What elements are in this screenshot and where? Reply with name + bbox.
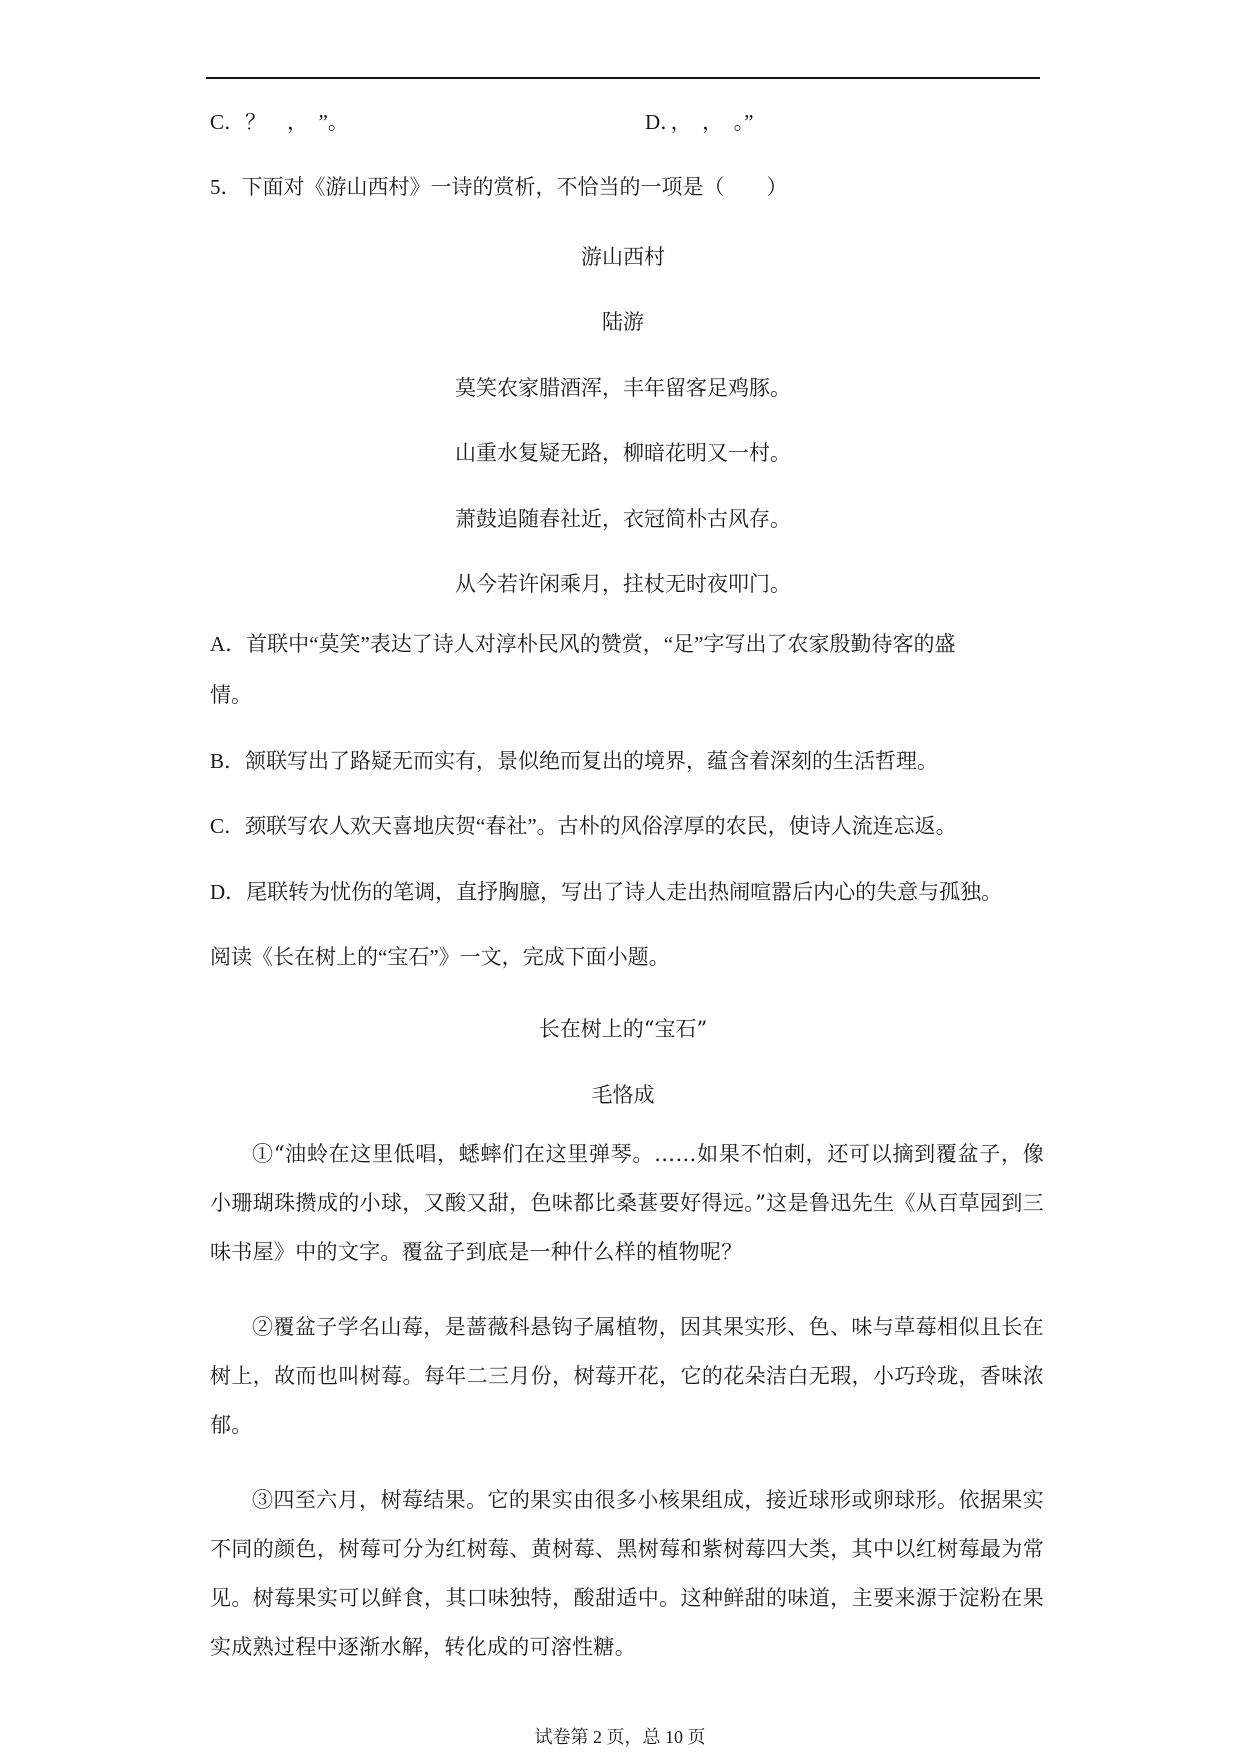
article-paragraph-1: ①“油蛉在这里低唱，蟋蟀们在这里弹琴。……如果不怕刺，还可以摘到覆盆子，像小珊瑚珠攒成的小球，又酸又甜，色味都比桑葚要好得远。”这是鲁迅先生《从百草园到三味书屋》中的文字。覆盆子到底是一种什么样的植物呢？: [210, 1142, 1044, 1264]
poem-line: 莫笑农家腊酒浑，丰年留客足鸡豚。: [455, 376, 791, 400]
option-c-q4: C．？ ， ”。: [210, 110, 349, 134]
poem-author: 陆游: [602, 310, 644, 334]
option-a-cont: 情。: [210, 683, 252, 707]
question-5-stem: 5．下面对《游山西村》一诗的赏析，不恰当的一项是（ ）: [210, 175, 788, 199]
poem-title: 游山西村: [581, 245, 665, 269]
option-d-q4: D．， ， 。”: [645, 110, 754, 134]
article-paragraph-2: ②覆盆子学名山莓，是蔷薇科悬钩子属植物，因其果实形、色、味与草莓相似且长在树上，故而也叫树莓。每年二三月份，树莓开花，它的花朵洁白无瑕，小巧玲珑，香味浓郁。: [210, 1315, 1044, 1437]
article-paragraph-3: ③四至六月，树莓结果。它的果实由很多小核果组成，接近球形或卵球形。依据果实不同的颜色，树莓可分为红树莓、黄树莓、黑树莓和紫树莓四大类，其中以红树莓最为常见。树莓果实可以鲜食，其口味独特，酸甜适中。这种鲜甜的味道，主要来源于淀粉在果实成熟过程中逐渐水解，转化成的可溶性糖。: [210, 1488, 1044, 1659]
header-rule: [206, 77, 1040, 79]
reading-instruction: 阅读《长在树上的“宝石”》一文，完成下面小题。: [210, 945, 670, 969]
poem-line: 山重水复疑无路，柳暗花明又一村。: [455, 441, 791, 465]
page-footer: 试卷第 2 页，总 10 页: [534, 1727, 706, 1747]
poem-line: 萧鼓追随春社近，衣冠简朴古风存。: [455, 507, 791, 531]
option-a: A．首联中“莫笑”表达了诗人对淳朴民风的赞赏，“足”字写出了农家殷勤待客的盛: [210, 632, 956, 656]
poem-line: 从今若许闲乘月，拄杖无时夜叩门。: [455, 572, 791, 596]
option-b: B．颔联写出了路疑无而实有，景似绝而复出的境界，蕴含着深刻的生活哲理。: [210, 749, 939, 773]
article-title: 长在树上的“宝石”: [538, 1017, 708, 1041]
option-c: C．颈联写农人欢天喜地庆贺“春社”。古朴的风俗淳厚的农民，使诗人流连忘返。: [210, 814, 957, 838]
article-author: 毛恪成: [591, 1083, 655, 1107]
option-d: D．尾联转为忧伤的笔调，直抒胸臆，写出了诗人走出热闹喧嚣后内心的失意与孤独。: [210, 880, 1003, 904]
